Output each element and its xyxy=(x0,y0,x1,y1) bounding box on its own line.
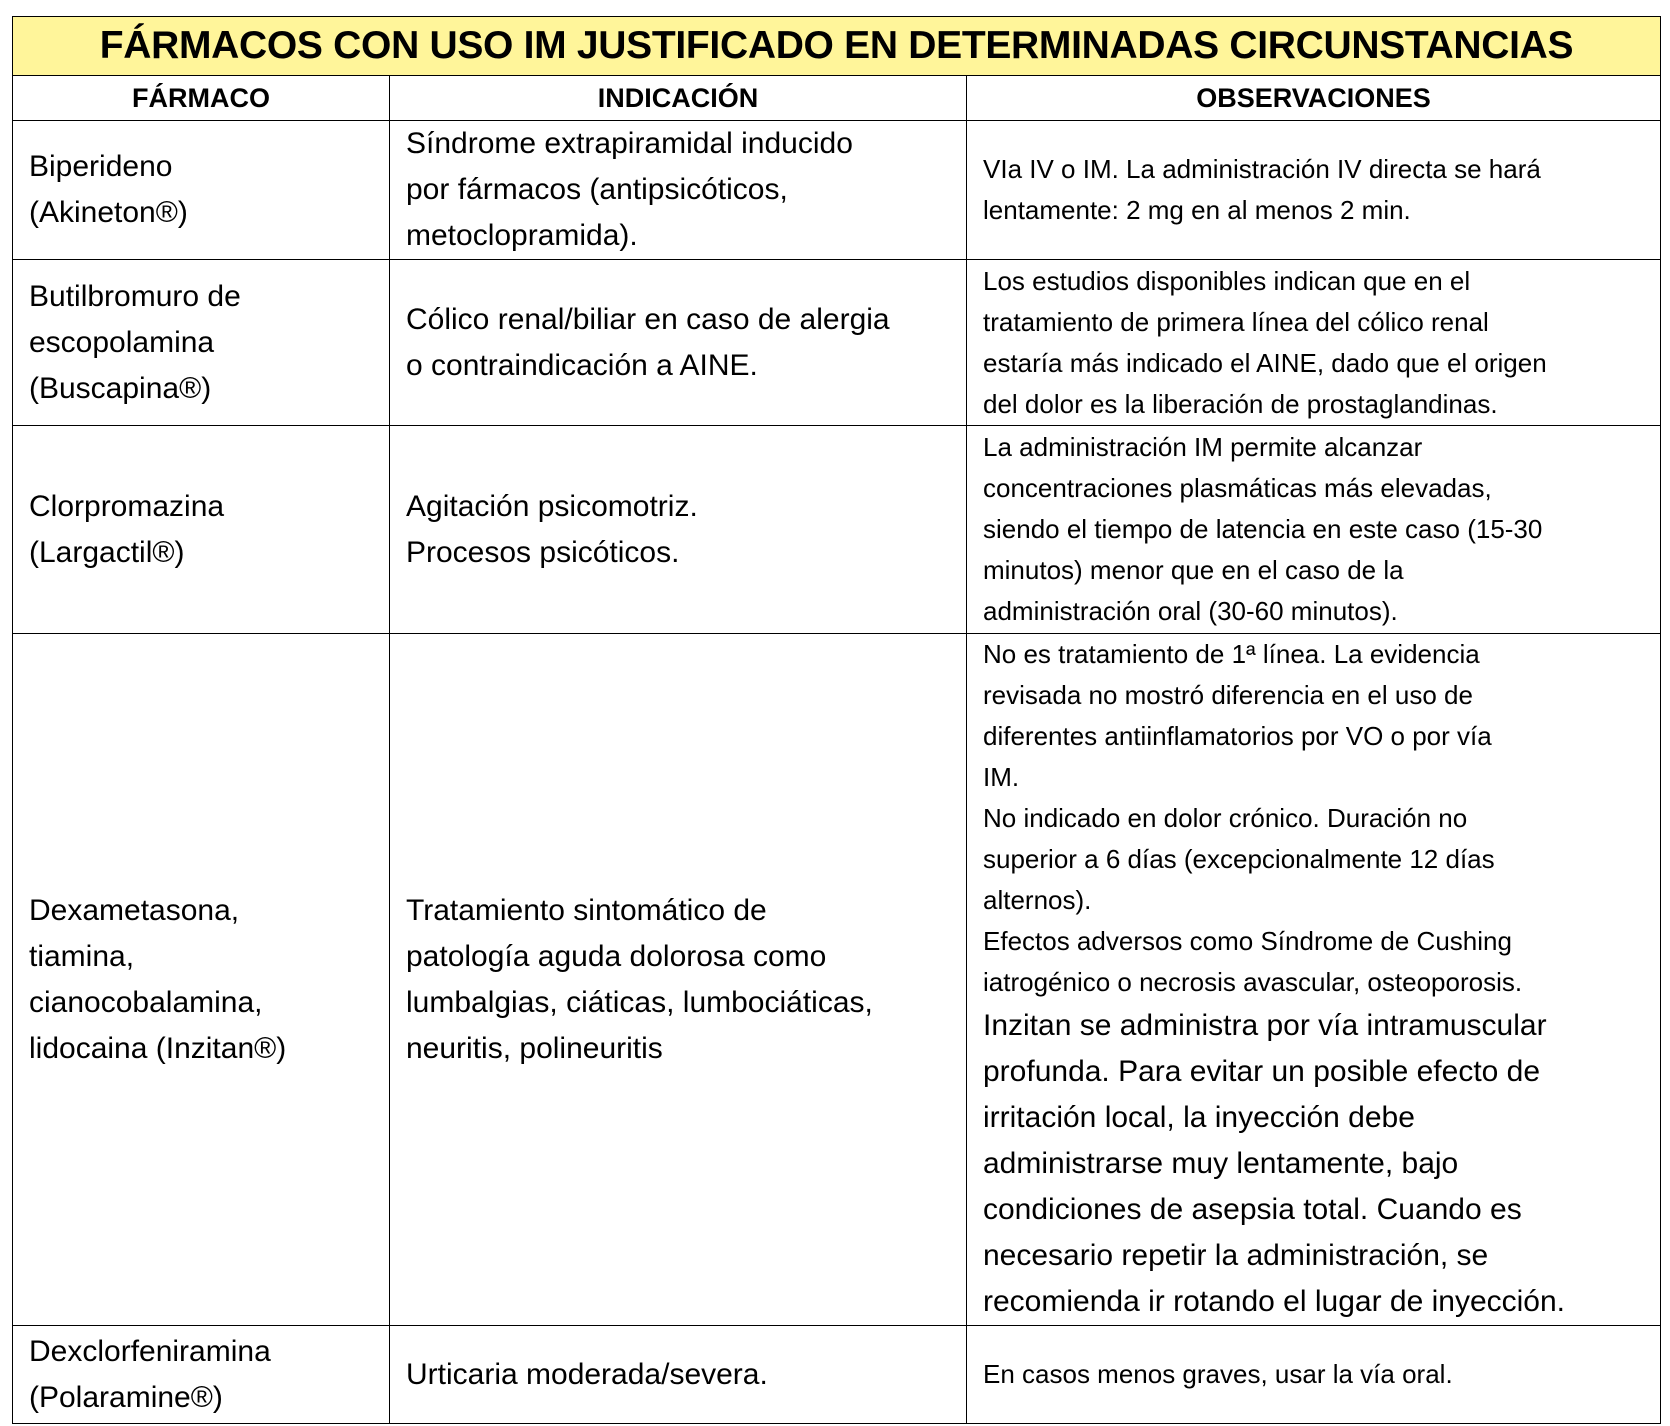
observation-line: diferentes antiinflamatorios por VO o por vía xyxy=(983,721,1492,751)
drug-line: Clorpromazina xyxy=(29,489,225,523)
observation-line-large: condiciones de asepsia total. Cuando es xyxy=(983,1193,1522,1226)
observation-line: lentamente: 2 mg en al menos 2 min. xyxy=(983,195,1411,225)
drug-table xyxy=(12,16,1661,1424)
observation-line: IM. xyxy=(983,762,1020,792)
table-row xyxy=(13,121,1661,260)
observations-cell xyxy=(967,260,1661,426)
table-row xyxy=(13,1326,1661,1424)
drug-line: (Polaramine®) xyxy=(29,1380,223,1414)
drug-cell xyxy=(13,426,390,634)
observation-line: superior a 6 días (excepcionalmente 12 días xyxy=(983,844,1495,874)
drug-line: (Akineton®) xyxy=(29,196,188,229)
indication-cell xyxy=(390,426,967,634)
indication-cell xyxy=(390,121,967,260)
drug-line: Butilbromuro de xyxy=(29,279,241,313)
indication-cell xyxy=(390,634,967,1326)
indication-line: Procesos psicóticos. xyxy=(406,535,680,569)
observation-line-large: profunda. Para evitar un posible efecto de xyxy=(983,1055,1541,1088)
observation-line: minutos) menor que en el caso de la xyxy=(983,555,1404,585)
drug-line: escopolamina xyxy=(29,325,215,359)
indication-line: Cólico renal/biliar en caso de alergia xyxy=(406,302,890,336)
drug-line: Biperideno xyxy=(29,150,173,183)
observation-line-large: necesario repetir la administración, se xyxy=(983,1239,1489,1272)
drug-table-container xyxy=(12,16,1660,1424)
drug-cell xyxy=(13,121,390,260)
drug-line: (Buscapina®) xyxy=(29,371,212,405)
observation-line: del dolor es la liberación de prostaglandinas. xyxy=(983,388,1498,419)
drug-line: Dexclorfeniramina xyxy=(29,1334,271,1368)
indication-line: patología aguda dolorosa como xyxy=(406,939,827,973)
observation-line: En casos menos graves, usar la vía oral. xyxy=(983,1359,1453,1389)
header-indicacion: INDICACIÓN xyxy=(390,76,967,121)
drug-cell xyxy=(13,1326,390,1424)
observations-cell xyxy=(967,426,1661,634)
table-title: FÁRMACOS CON USO IM JUSTIFICADO EN DETERMINADAS CIRCUNSTANCIAS xyxy=(13,17,1661,76)
table-row xyxy=(13,634,1661,1326)
observation-line: revisada no mostró diferencia en el uso de xyxy=(983,680,1473,710)
indication-cell xyxy=(390,1326,967,1424)
indication-line: por fármacos (antipsicóticos, xyxy=(406,173,788,206)
indication-line: o contraindicación a AINE. xyxy=(406,348,758,382)
observation-line-large: recomienda ir rotando el lugar de inyección. xyxy=(983,1285,1565,1318)
drug-line: Dexametasona, xyxy=(29,893,240,927)
drug-cell xyxy=(13,634,390,1326)
observation-line: Los estudios disponibles indican que en el xyxy=(983,265,1471,296)
observation-line: VIa IV o IM. La administración IV directa se hará xyxy=(983,154,1541,184)
observation-line-large: administrarse muy lentamente, bajo xyxy=(983,1147,1459,1180)
observation-line: alternos). xyxy=(983,885,1092,915)
table-row xyxy=(13,260,1661,426)
observations-cell xyxy=(967,634,1661,1326)
indication-cell xyxy=(390,260,967,426)
observation-line: siendo el tiempo de latencia en este caso (15-30 xyxy=(983,514,1543,544)
observations-cell xyxy=(967,1326,1661,1424)
observation-line: estaría más indicado el AINE, dado que el origen xyxy=(983,347,1547,378)
indication-line: lumbalgias, ciáticas, lumbociáticas, xyxy=(406,985,873,1019)
observation-line: La administración IM permite alcanzar xyxy=(983,432,1423,462)
observation-line: administración oral (30-60 minutos). xyxy=(983,596,1398,626)
table-row xyxy=(13,426,1661,634)
header-observaciones: OBSERVACIONES xyxy=(967,76,1661,121)
observation-line: Efectos adversos como Síndrome de Cushing xyxy=(983,926,1512,956)
observation-line: concentraciones plasmáticas más elevadas, xyxy=(983,473,1492,503)
indication-line: Urticaria moderada/severa. xyxy=(406,1357,768,1391)
drug-line: cianocobalamina, xyxy=(29,985,263,1019)
observation-line: tratamiento de primera línea del cólico renal xyxy=(983,306,1489,337)
drug-line: (Largactil®) xyxy=(29,535,185,569)
indication-line: neuritis, polineuritis xyxy=(406,1031,663,1065)
indication-line: metoclopramida). xyxy=(406,219,638,252)
indication-line: Síndrome extrapiramidal inducido xyxy=(406,127,853,160)
drug-cell xyxy=(13,260,390,426)
observation-line-large: irritación local, la inyección debe xyxy=(983,1101,1415,1134)
observation-line: No indicado en dolor crónico. Duración no xyxy=(983,803,1468,833)
observation-line-large: Inzitan se administra por vía intramuscular xyxy=(983,1009,1547,1042)
header-farmaco: FÁRMACO xyxy=(13,76,390,121)
drug-line: tiamina, xyxy=(29,939,135,973)
observation-line: No es tratamiento de 1ª línea. La evidencia xyxy=(983,639,1480,669)
observations-cell xyxy=(967,121,1661,260)
observation-line: iatrogénico o necrosis avascular, osteoporosis. xyxy=(983,967,1523,997)
drug-line: lidocaina (Inzitan®) xyxy=(29,1031,287,1065)
indication-line: Tratamiento sintomático de xyxy=(406,893,767,927)
indication-line: Agitación psicomotriz. xyxy=(406,489,698,523)
